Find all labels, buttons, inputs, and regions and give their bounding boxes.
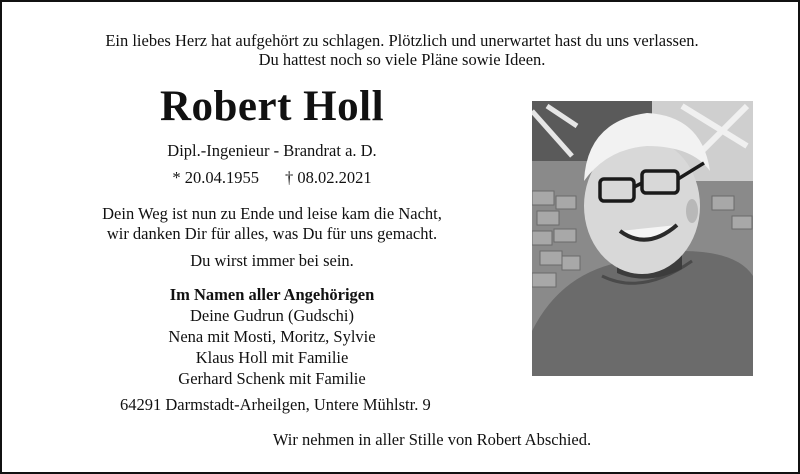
closing-line: Du wirst immer bei sein. bbox=[190, 251, 354, 270]
profession: Dipl.-Ingenieur - Brandrat a. D. bbox=[167, 141, 377, 160]
birth-date: * 20.04.1955 bbox=[172, 168, 259, 187]
poem-line-2: wir danken Dir für alles, was Du für uns gemacht. bbox=[106, 224, 438, 243]
portrait-photo bbox=[532, 101, 753, 376]
life-dates bbox=[82, 168, 462, 188]
intro-line-2: Du hattest noch so viele Pläne sowie Ideen. bbox=[258, 50, 546, 69]
address: 64291 Darmstadt-Arheilgen, Untere Mühlstr. 9 bbox=[120, 395, 431, 414]
farewell-line: Wir nehmen in aller Stille von Robert Abschied. bbox=[272, 430, 592, 449]
intro-line-1: Ein liebes Herz hat aufgehört zu schlagen. Plötzlich und unerwartet hast du uns verlassen. bbox=[105, 31, 699, 50]
mourner-name: Deine Gudrun (Gudschi) bbox=[189, 306, 355, 325]
mourners-heading: Im Namen aller Angehörigen bbox=[169, 285, 375, 304]
deceased-name: Robert Holl bbox=[159, 83, 385, 130]
mourner-name: Nena mit Mosti, Moritz, Sylvie bbox=[168, 327, 376, 346]
poem-line-1: Dein Weg ist nun zu Ende und leise kam die Nacht, bbox=[102, 204, 442, 223]
death-date: † 08.02.2021 bbox=[285, 168, 372, 187]
mourner-name: Klaus Holl mit Familie bbox=[195, 348, 349, 367]
mourner-name: Gerhard Schenk mit Familie bbox=[178, 369, 366, 388]
